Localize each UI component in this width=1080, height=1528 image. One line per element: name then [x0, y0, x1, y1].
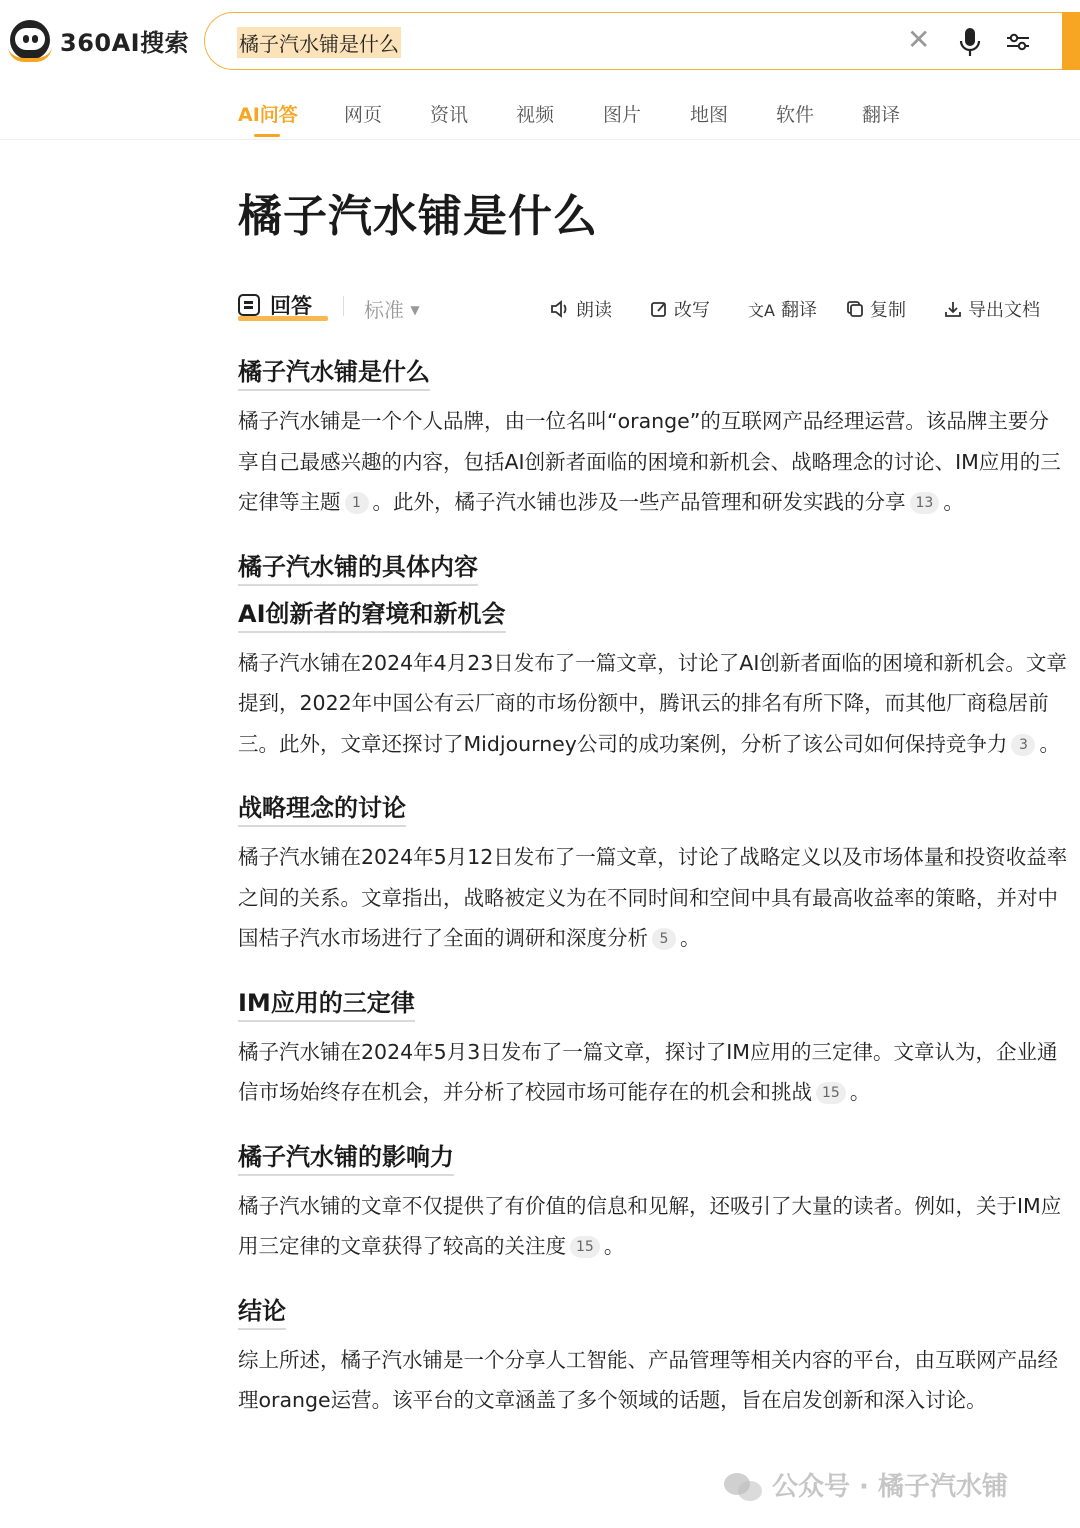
copy-icon [846, 300, 864, 318]
mode-dropdown[interactable] [364, 294, 420, 323]
translate-icon: 文A [748, 300, 775, 320]
tab-video[interactable]: 视频 [516, 104, 555, 126]
section-paragraph: 橘子汽水铺是一个个人品牌，由一位名叫“orange”的互联网产品经理运营。该品牌主要分享自己最感兴趣的内容，包括AI创新者面临的困境和新机会、战略理念的讨论、IM应用的三定律等主题 1 。此外，橘子汽水铺也涉及一些产品管理和研发实践的分享 13 。 [238, 409, 1061, 514]
close-icon[interactable]: ✕ [907, 23, 931, 56]
citation-badge[interactable]: 5 [652, 928, 676, 950]
tab-software[interactable]: 软件 [776, 104, 815, 126]
tab-news[interactable]: 资讯 [430, 104, 469, 126]
speaker-icon [550, 300, 570, 318]
section-what-is [238, 352, 1068, 523]
citation-badge[interactable]: 13 [910, 492, 940, 514]
section-im-laws [238, 983, 1068, 1113]
citation-badge[interactable]: 1 [345, 492, 369, 514]
caret-down-icon: ▼ [410, 303, 420, 317]
section-heading: 战略理念的讨论 [238, 788, 406, 827]
page-title: 橘子汽水铺是什么 [238, 191, 598, 242]
search-box[interactable] [204, 12, 1080, 70]
document-icon [238, 294, 260, 316]
rewrite-label: 改写 [674, 300, 710, 321]
answer-content [238, 352, 1068, 1421]
active-tab-indicator [254, 134, 280, 137]
tab-images[interactable]: 图片 [603, 104, 642, 126]
tab-maps[interactable]: 地图 [690, 104, 729, 126]
tab-translate[interactable]: 翻译 [862, 104, 901, 126]
copy-label: 复制 [870, 300, 906, 321]
sliders-icon[interactable] [1005, 29, 1031, 55]
citation-badge[interactable]: 15 [570, 1236, 600, 1258]
search-button[interactable] [1062, 12, 1080, 70]
section-heading: 结论 [238, 1291, 286, 1330]
search-tabs [0, 84, 1080, 140]
brand-name: 360AI搜索 [60, 28, 190, 57]
search-input[interactable]: 橘子汽水铺是什么 [237, 27, 401, 58]
translate-button[interactable] [748, 296, 817, 322]
answer-toolbar [238, 290, 1068, 326]
logo[interactable] [10, 20, 189, 60]
citation-badge[interactable]: 15 [816, 1082, 846, 1104]
section-paragraph: 综上所述，橘子汽水铺是一个分享人工智能、产品管理等相关内容的平台，由互联网产品经理orange运营。该平台的文章涵盖了多个领域的话题，旨在启发创新和深入讨论。 [238, 1347, 1058, 1412]
answer-tab[interactable] [238, 290, 312, 320]
citation-badge[interactable]: 3 [1011, 734, 1035, 756]
read-aloud-button[interactable] [550, 296, 612, 322]
read-aloud-label: 朗读 [576, 300, 612, 321]
section-heading: IM应用的三定律 [238, 983, 415, 1022]
header [0, 0, 1080, 84]
rewrite-button[interactable] [650, 296, 710, 322]
section-paragraph: 橘子汽水铺在2024年4月23日发布了一篇文章，讨论了AI创新者面临的困境和新机会。文章提到，2022年中国公有云厂商的市场份额中，腾讯云的排名有所下降，而其他厂商稳居前三。此外，文章还探讨了Midjourney公司的成功案例，分析了该公司如何保持竞争力 3 。 [238, 650, 1067, 756]
section-conclusion [238, 1291, 1068, 1421]
section-heading: 橘子汽水铺的具体内容 [238, 547, 478, 586]
export-doc-label: 导出文档 [968, 300, 1040, 321]
watermark [724, 1466, 1008, 1503]
answer-label: 回答 [270, 294, 312, 318]
mode-label: 标准 [364, 298, 404, 322]
download-icon [944, 300, 962, 318]
logo-icon [10, 20, 50, 60]
copy-button[interactable] [846, 296, 906, 322]
section-influence [238, 1137, 1068, 1267]
section-paragraph: 橘子汽水铺的文章不仅提供了有价值的信息和见解，还吸引了大量的读者。例如，关于IM应用三定律的文章获得了较高的关注度 15 。 [238, 1193, 1062, 1258]
section-heading: 橘子汽水铺是什么 [238, 352, 430, 391]
divider [343, 296, 344, 316]
wechat-icon [724, 1469, 764, 1501]
section-strategy [238, 788, 1068, 959]
translate-label: 翻译 [780, 300, 817, 321]
tab-web[interactable]: 网页 [344, 104, 383, 126]
section-paragraph: 橘子汽水铺在2024年5月12日发布了一篇文章，讨论了战略定义以及市场体量和投资收益率之间的关系。文章指出，战略被定义为在不同时间和空间中具有最高收益率的策略，并对中国桔子汽水市场进行了全面的调研和深度分析 5 。 [238, 845, 1068, 950]
section-heading: 橘子汽水铺的影响力 [238, 1137, 454, 1176]
tab-ai-answer[interactable]: AI问答 [238, 104, 298, 126]
microphone-icon[interactable] [957, 27, 983, 57]
section-content [238, 547, 1068, 765]
watermark-text: 公众号 · 橘子汽水铺 [772, 1472, 1008, 1502]
section-paragraph: 橘子汽水铺在2024年5月3日发布了一篇文章，探讨了IM应用的三定律。文章认为，企业通信市场始终存在机会，并分析了校园市场可能存在的机会和挑战 15 。 [238, 1039, 1058, 1104]
section-subheading: AI创新者的窘境和新机会 [238, 594, 506, 633]
edit-icon [650, 300, 668, 318]
export-doc-button[interactable] [944, 296, 1040, 322]
